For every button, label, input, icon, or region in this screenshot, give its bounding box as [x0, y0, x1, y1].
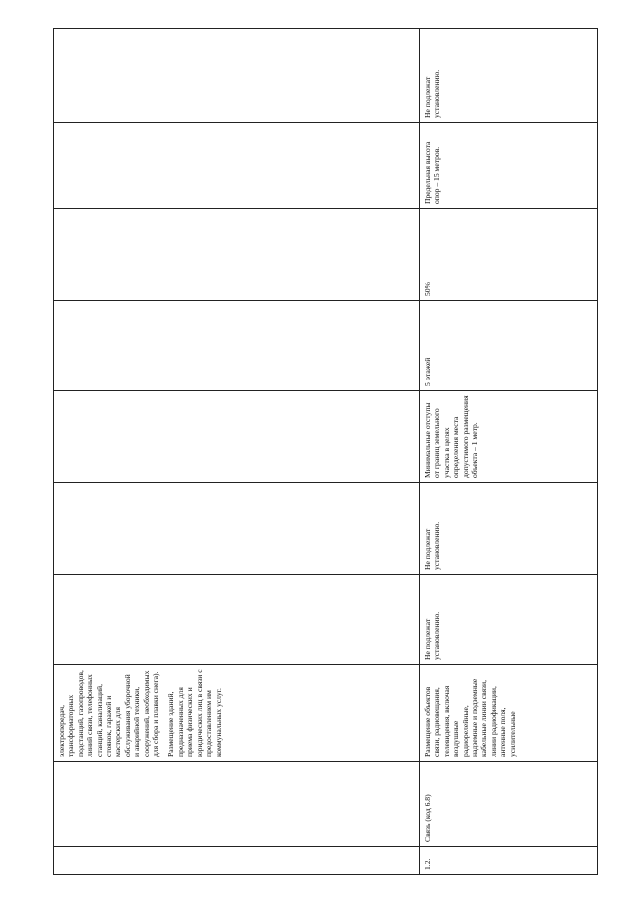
table-cell — [54, 209, 420, 301]
table-cell: Размещение объектов связи, радиовещания, телевидения, включая воздушные радиорелейные, надземные и подземные кабельные линии связи, линии радиофикации, антенные поля, усилительные — [420, 665, 598, 762]
table-row — [54, 29, 420, 875]
table-cell: Не подлежат установлению. — [420, 483, 598, 575]
table-cell: 1.2. — [420, 847, 598, 875]
table-cell — [54, 301, 420, 391]
rotated-page — [53, 29, 597, 875]
table-cell — [54, 483, 420, 575]
table-cell — [54, 665, 420, 762]
zoning-table — [53, 28, 598, 875]
table-cell: Предельная высота опор – 15 метров. — [420, 123, 598, 209]
table-cell — [54, 762, 420, 847]
table-cell: Минимальные отступы от границ земельного участка в целях определения места допустимого размещения объекта – 1 метр. — [420, 391, 598, 483]
table-cell: 50% — [420, 209, 598, 301]
table-cell: Не подлежат установлению. — [420, 575, 598, 665]
table-cell: Не подлежат установлению. — [420, 29, 598, 123]
table-cell — [54, 29, 420, 123]
table-cell — [54, 391, 420, 483]
table-row — [420, 29, 598, 875]
table-cell: 5 этажей — [420, 301, 598, 391]
table-cell — [54, 123, 420, 209]
cell-text: Размещение зданий, предназначенных для приема физических и юридических лиц в связи с предоставлением им коммунальных услуг. — [166, 669, 223, 757]
cell-text: электропередач, трансформаторных подстанций, газопроводов, линий связи, телефонных станций, канализаций, стоянок, гаражей и мастерских для обслуживания уборочной и аварийной техники, сооружений, необходимых для сбора и плавки снега). — [57, 670, 161, 757]
table-cell — [54, 575, 420, 665]
table-cell — [54, 847, 420, 875]
table-cell: Связь (код 6.8) — [420, 762, 598, 847]
